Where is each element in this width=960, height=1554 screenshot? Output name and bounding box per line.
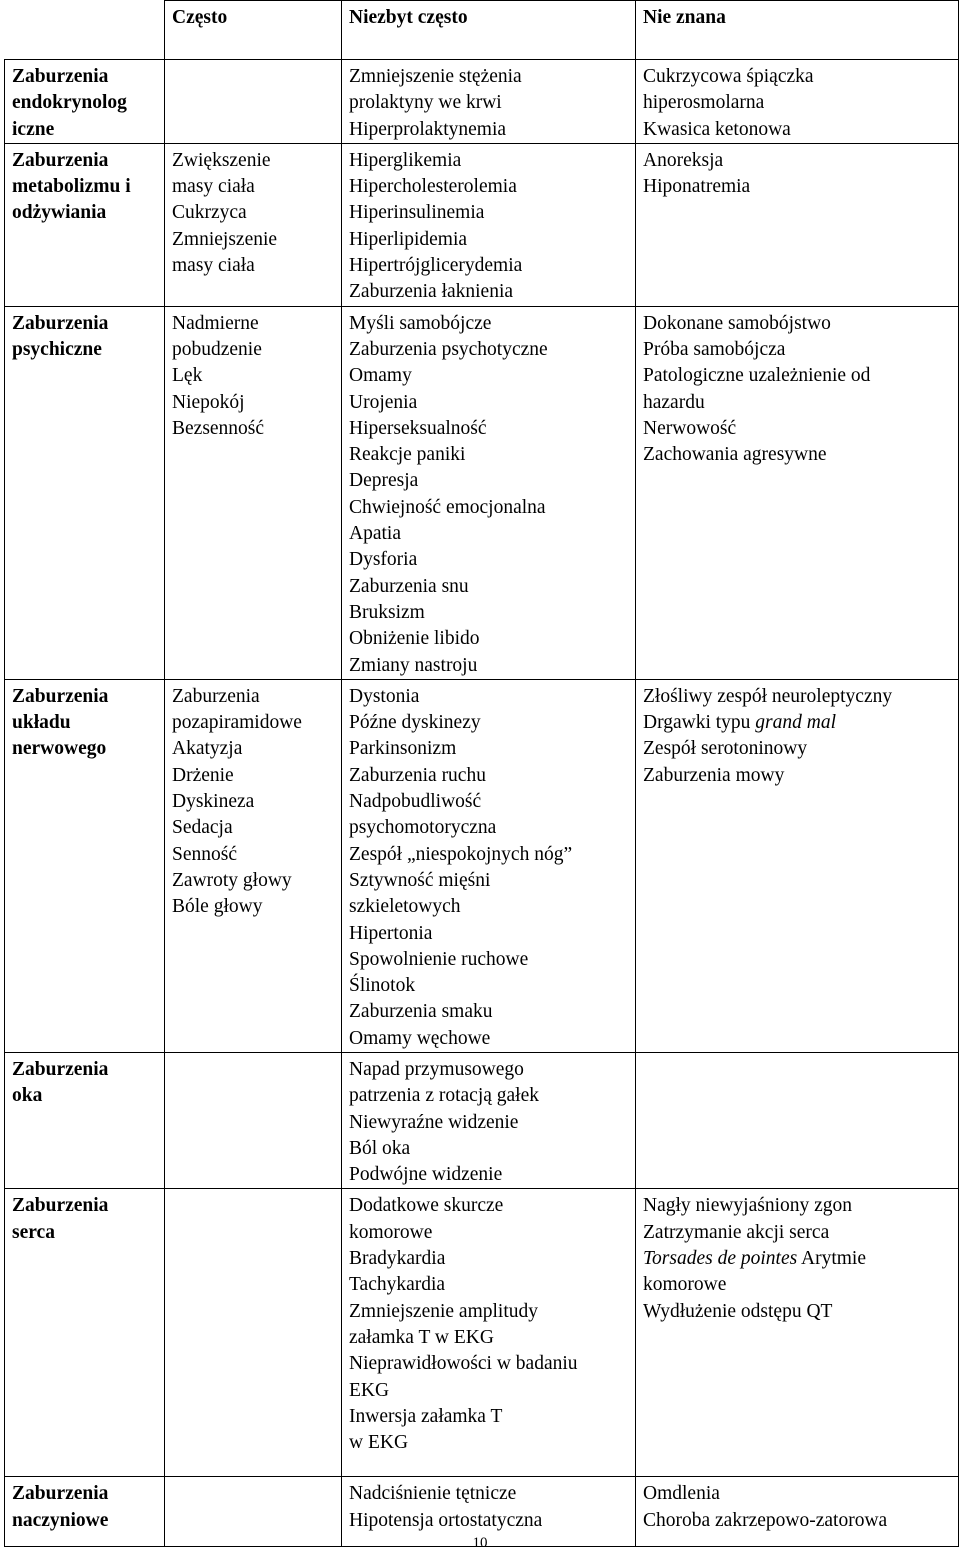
common-cell [165, 1189, 342, 1477]
cell-line: Hiperglikemia [349, 149, 462, 171]
cell-line: Akatyzja [172, 738, 243, 760]
table-row [5, 1189, 959, 1477]
cell-line: iczne [12, 118, 55, 140]
uncommon-cell [342, 143, 636, 306]
cell-line: w EKG [349, 1432, 409, 1454]
cell-line: komorowe [349, 1221, 433, 1243]
italic-term: grand mal [755, 712, 837, 734]
cell-line: Nadpobudliwość [349, 791, 482, 813]
cell-line: hiperosmolarna [643, 92, 765, 114]
adverse-reactions-table [4, 0, 959, 1547]
cell-line: Podwójne widzenie [349, 1164, 503, 1186]
cell-line: Zaburzenia [12, 66, 109, 87]
uncommon-cell [342, 1189, 636, 1477]
cell-line: Nagły niewyjaśniony zgon [643, 1195, 853, 1217]
cell-line: Torsades de pointes Arytmie [643, 1248, 867, 1270]
cell-line: Niepokój [172, 391, 245, 413]
cell-line: Drgawki typu grand mal [643, 712, 837, 734]
cell-line: Zaburzenia [12, 312, 109, 334]
uncommon-cell [342, 306, 636, 679]
cell-line: Spowolnienie ruchowe [349, 948, 529, 970]
cell-line: Ból oka [349, 1137, 411, 1159]
cell-line: metabolizmu i [12, 176, 131, 198]
cell-line: Lęk [172, 365, 203, 387]
cell-line: Hiponatremia [643, 176, 751, 198]
uncommon-cell [342, 679, 636, 1052]
cell-line: Zachowania agresywne [643, 444, 827, 466]
cell-line: Zaburzenia snu [349, 575, 469, 597]
header-organ-class [5, 1, 165, 60]
cell-line: Napad przymusowego [349, 1058, 524, 1080]
cell-line: Zaburzenia mowy [643, 764, 785, 786]
cell-line: Urojenia [349, 391, 418, 413]
cell-line: odżywiania [12, 202, 107, 224]
cell-line: Choroba zakrzepowo-zatorowa [643, 1509, 888, 1531]
common-cell [165, 60, 342, 144]
cell-line: Chwiejność emocjonalna [349, 496, 546, 518]
cell-line: oka [12, 1085, 43, 1107]
cell-line: patrzenia z rotacją gałek [349, 1085, 540, 1107]
cell-line: psychomotoryczna [349, 817, 497, 839]
cell-line: Senność [172, 843, 237, 865]
cell-line: Dodatkowe skurcze [349, 1195, 504, 1217]
cell-line: Dokonane samobójstwo [643, 312, 831, 334]
cell-line: Nadciśnienie tętnicze [349, 1483, 517, 1505]
organ-class-cell [5, 306, 165, 679]
cell-line: Zmniejszenie [172, 228, 278, 250]
cell-line: Zaburzenia ruchu [349, 764, 486, 786]
cell-line: Dysforia [349, 549, 418, 571]
cell-line: Złośliwy zespół neuroleptyczny [643, 685, 893, 707]
cell-line: Zaburzenia [172, 685, 260, 707]
cell-line: hazardu [643, 391, 705, 413]
cell-line: Zaburzenia psychotyczne [349, 338, 548, 360]
cell-line: Cukrzyca [172, 202, 247, 224]
cell-line: Zaburzenia [12, 1058, 109, 1080]
cell-line: Reakcje paniki [349, 444, 466, 466]
cell-line: Zwiększenie [172, 149, 271, 171]
cell-line: Zespół serotoninowy [643, 738, 808, 760]
cell-line: Obniżenie libido [349, 628, 480, 650]
common-cell [165, 1052, 342, 1188]
header-frequency-common: Często [165, 1, 342, 60]
header-frequency-uncommon: Niezbyt często [342, 1, 636, 60]
cell-line: Dystonia [349, 685, 420, 707]
cell-line: pozapiramidowe [172, 712, 302, 734]
cell-line: Bruksizm [349, 601, 425, 623]
cell-line: Nieprawidłowości w badaniu [349, 1353, 578, 1375]
common-cell [165, 679, 342, 1052]
table-row [5, 143, 959, 306]
cell-line: serca [12, 1221, 55, 1243]
cell-line: układu [12, 712, 71, 734]
cell-line: Drżenie [172, 764, 234, 786]
table-row [5, 306, 959, 679]
cell-line: Próba samobójcza [643, 338, 786, 360]
cell-line: Hiperseksualność [349, 417, 487, 439]
unknown-cell [636, 1052, 959, 1188]
cell-line: Inwersja załamka T [349, 1405, 503, 1427]
cell-line: Hipertrójglicerydemia [349, 255, 523, 277]
cell-line: prolaktyny we krwi [349, 92, 502, 114]
cell-line: naczyniowe [12, 1509, 109, 1531]
cell-line: Zaburzenia [12, 685, 109, 707]
cell-line: Sedacja [172, 817, 233, 839]
table-row [5, 60, 959, 144]
cell-line: EKG [349, 1379, 390, 1401]
cell-line: Zmniejszenie stężenia [349, 66, 522, 87]
cell-line: Cukrzycowa śpiączka [643, 66, 814, 87]
cell-line: Zmniejszenie amplitudy [349, 1300, 538, 1322]
cell-line: Anoreksja [643, 149, 724, 171]
cell-line: Zaburzenia [12, 1483, 109, 1505]
header-frequency-unknown: Nie znana [636, 1, 959, 60]
cell-line: Zaburzenia [12, 1195, 109, 1217]
cell-line: masy ciała [172, 255, 255, 277]
cell-line: Nerwowość [643, 417, 737, 439]
cell-line: Niewyraźne widzenie [349, 1111, 519, 1133]
cell-line: Apatia [349, 523, 401, 545]
cell-line: załamka T w EKG [349, 1326, 494, 1348]
unknown-cell [636, 306, 959, 679]
cell-line: Hiperprolaktynemia [349, 118, 507, 140]
cell-line: szkieletowych [349, 896, 461, 918]
cell-line: Omdlenia [643, 1483, 720, 1505]
cell-line: Wydłużenie odstępu QT [643, 1300, 833, 1322]
unknown-cell [636, 1189, 959, 1477]
table-row [5, 679, 959, 1052]
unknown-cell [636, 679, 959, 1052]
page-number: 10 [472, 1535, 488, 1551]
organ-class-cell [5, 143, 165, 306]
cell-line: Depresja [349, 470, 419, 492]
table-row [5, 1052, 959, 1188]
cell-line: Myśli samobójcze [349, 312, 492, 334]
italic-term: Torsades de pointes [643, 1248, 798, 1270]
cell-line: Późne dyskinezy [349, 712, 481, 734]
uncommon-cell [342, 1052, 636, 1188]
common-cell [165, 143, 342, 306]
unknown-cell [636, 143, 959, 306]
cell-line: Bezsenność [172, 417, 265, 439]
cell-line: Hipotensja ortostatyczna [349, 1509, 543, 1531]
cell-line: psychiczne [12, 338, 102, 360]
cell-line: Omamy [349, 365, 412, 387]
cell-line: Hiperlipidemia [349, 228, 468, 250]
cell-line: Zespół „niespokojnych nóg” [349, 843, 573, 865]
cell-line: Zaburzenia łaknienia [349, 281, 514, 303]
uncommon-cell [342, 60, 636, 144]
cell-line: Nadmierne [172, 312, 259, 334]
cell-line: Ślinotok [349, 975, 416, 997]
cell-line: Hipercholesterolemia [349, 176, 517, 198]
cell-line: pobudzenie [172, 338, 262, 360]
cell-line: Hiperinsulinemia [349, 202, 485, 224]
table-header-row [5, 1, 959, 60]
cell-line: Patologiczne uzależnienie od [643, 365, 871, 387]
cell-line: nerwowego [12, 738, 107, 760]
cell-line: endokrynolog [12, 92, 127, 114]
cell-line: Bradykardia [349, 1248, 446, 1270]
cell-line: komorowe [643, 1274, 727, 1296]
cell-line: Parkinsonizm [349, 738, 457, 760]
cell-line: Zatrzymanie akcji serca [643, 1221, 830, 1243]
cell-line: Bóle głowy [172, 896, 263, 918]
unknown-cell [636, 60, 959, 144]
cell-line: masy ciała [172, 176, 255, 198]
common-cell [165, 306, 342, 679]
organ-class-cell [5, 1189, 165, 1477]
cell-line: Hipertonia [349, 922, 433, 944]
organ-class-cell [5, 60, 165, 144]
cell-line: Omamy węchowe [349, 1027, 491, 1049]
cell-line: Zaburzenia smaku [349, 1001, 493, 1023]
cell-line: Zaburzenia [12, 149, 109, 171]
cell-line: Zmiany nastroju [349, 654, 478, 676]
cell-line: Zawroty głowy [172, 869, 292, 891]
organ-class-cell [5, 679, 165, 1052]
cell-line: Kwasica ketonowa [643, 118, 791, 140]
cell-line: Tachykardia [349, 1274, 446, 1296]
organ-class-cell [5, 1052, 165, 1188]
cell-line: Dyskineza [172, 791, 255, 813]
cell-line: Sztywność mięśni [349, 869, 491, 891]
